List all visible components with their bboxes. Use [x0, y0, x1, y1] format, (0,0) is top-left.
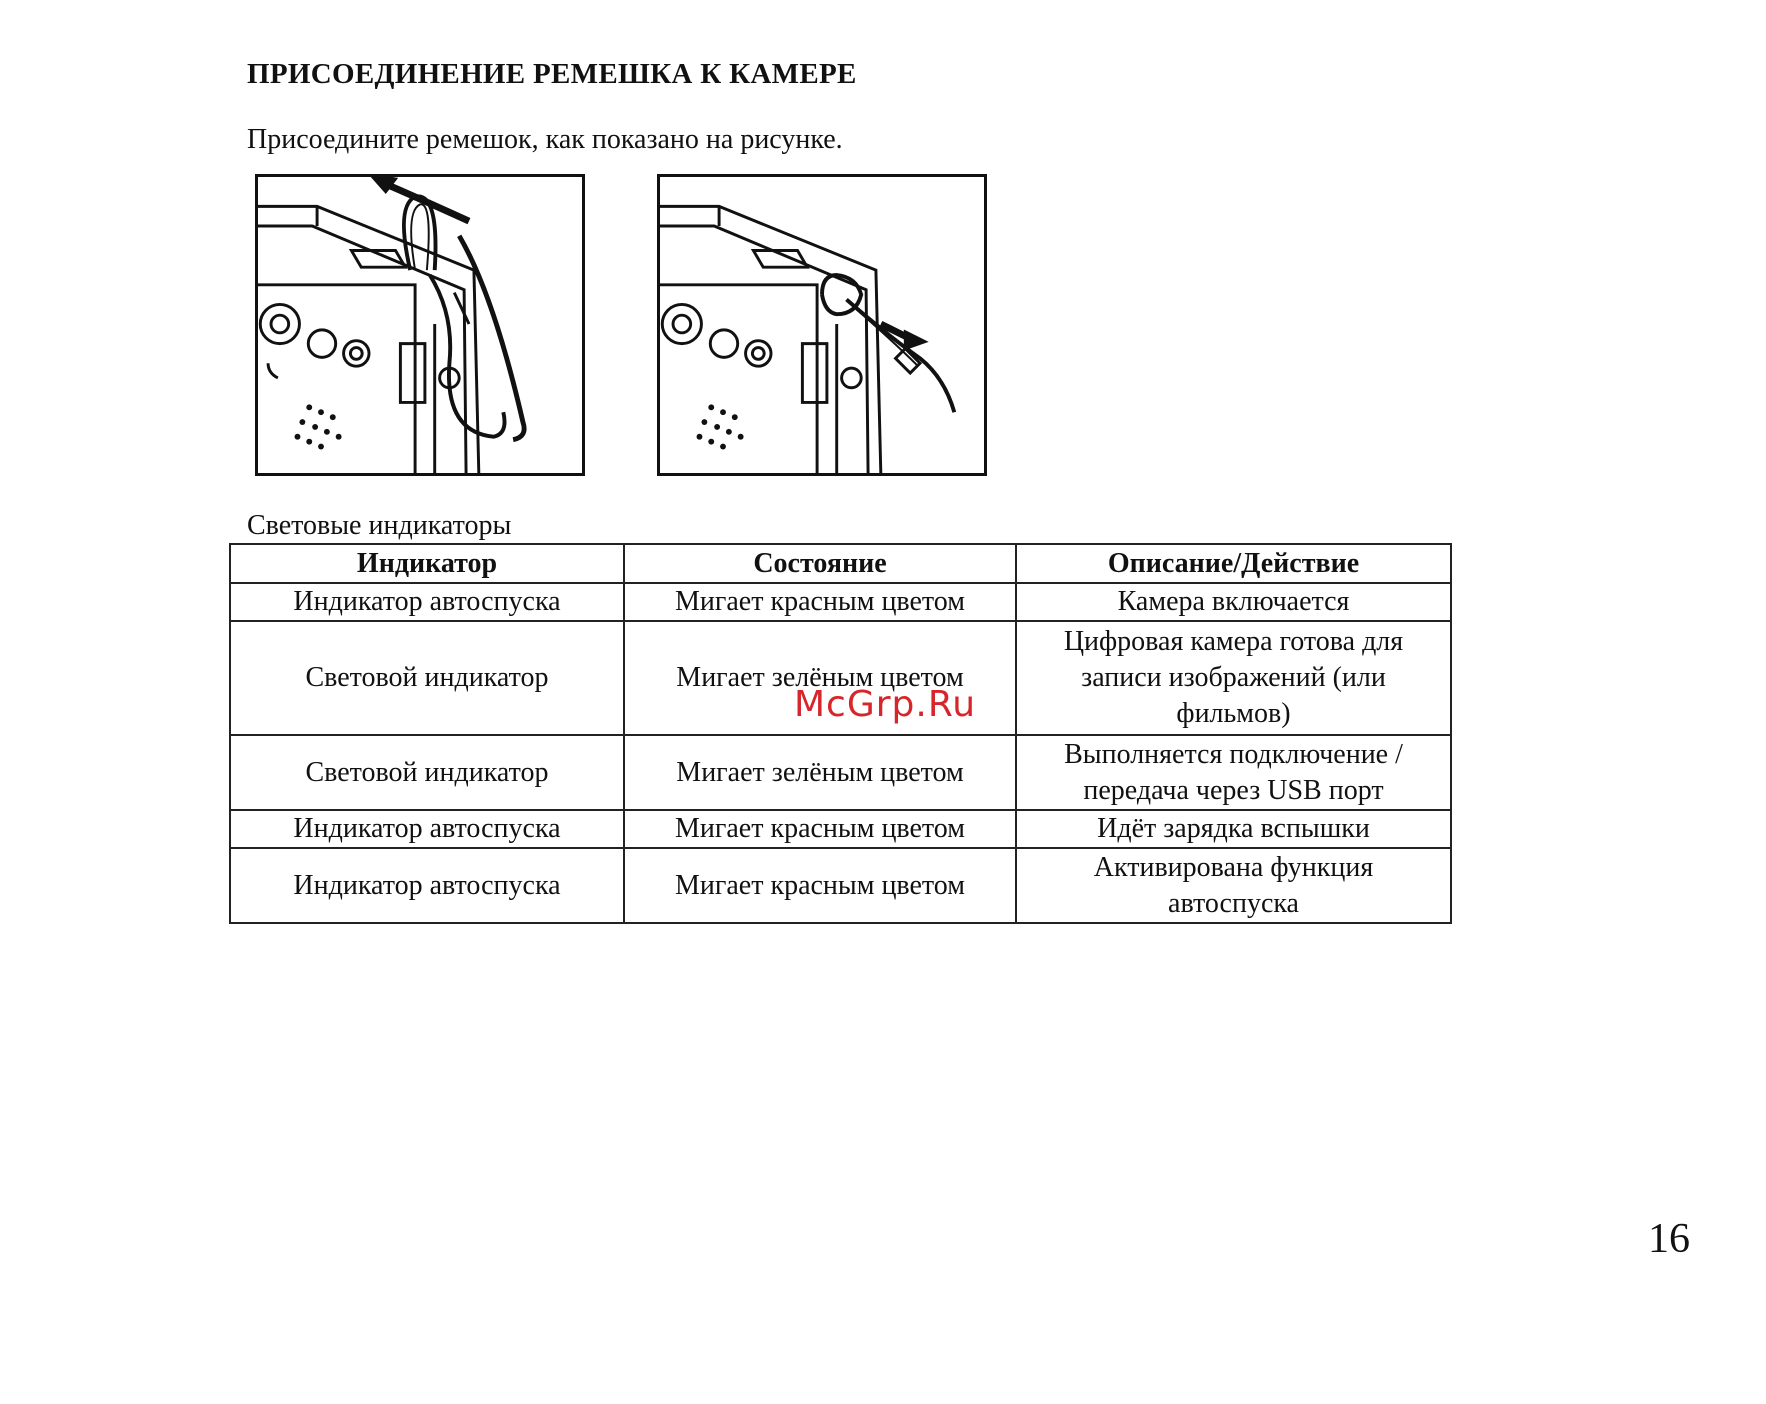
cell-description: Цифровая камера готова для записи изображений (или фильмов) [1016, 621, 1451, 735]
cell-state: Мигает красным цветом [624, 583, 1016, 621]
section-heading: ПРИСОЕДИНЕНИЕ РЕМЕШКА К КАМЕРЕ [247, 58, 857, 90]
cell-indicator: Индикатор автоспуска [230, 583, 624, 621]
table-row [230, 735, 1451, 810]
cell-description: Активирована функция автоспуска [1016, 848, 1451, 923]
cell-description: Идёт зарядка вспышки [1016, 810, 1451, 848]
cell-description: Выполняется подключение / передача через USB порт [1016, 735, 1451, 810]
cell-state: Мигает красным цветом [624, 810, 1016, 848]
indicator-table [229, 543, 1452, 924]
table-caption: Световые индикаторы [247, 510, 512, 541]
table-row [230, 848, 1451, 923]
cell-state: Мигает красным цветом [624, 848, 1016, 923]
cell-description: Камера включается [1016, 583, 1451, 621]
header-state: Состояние [624, 544, 1016, 583]
cell-indicator: Световой индикатор [230, 735, 624, 810]
cell-indicator: Световой индикатор [230, 621, 624, 735]
table-row [230, 583, 1451, 621]
cell-state: Мигает зелёным цветом [624, 621, 1016, 735]
camera-strap-loop-icon [258, 177, 582, 473]
strap-step-1-illustration [255, 174, 585, 476]
table-header-row [230, 544, 1451, 583]
header-indicator: Индикатор [230, 544, 624, 583]
watermark: McGrp.Ru [794, 684, 977, 725]
strap-step-2-illustration [657, 174, 987, 476]
cell-indicator: Индикатор автоспуска [230, 848, 624, 923]
intro-text: Присоедините ремешок, как показано на рисунке. [247, 124, 843, 155]
table-row [230, 810, 1451, 848]
cell-state: Мигает зелёным цветом [624, 735, 1016, 810]
camera-strap-attached-icon [660, 177, 984, 473]
cell-indicator: Индикатор автоспуска [230, 810, 624, 848]
page-number: 16 [1648, 1216, 1690, 1262]
header-description: Описание/Действие [1016, 544, 1451, 583]
